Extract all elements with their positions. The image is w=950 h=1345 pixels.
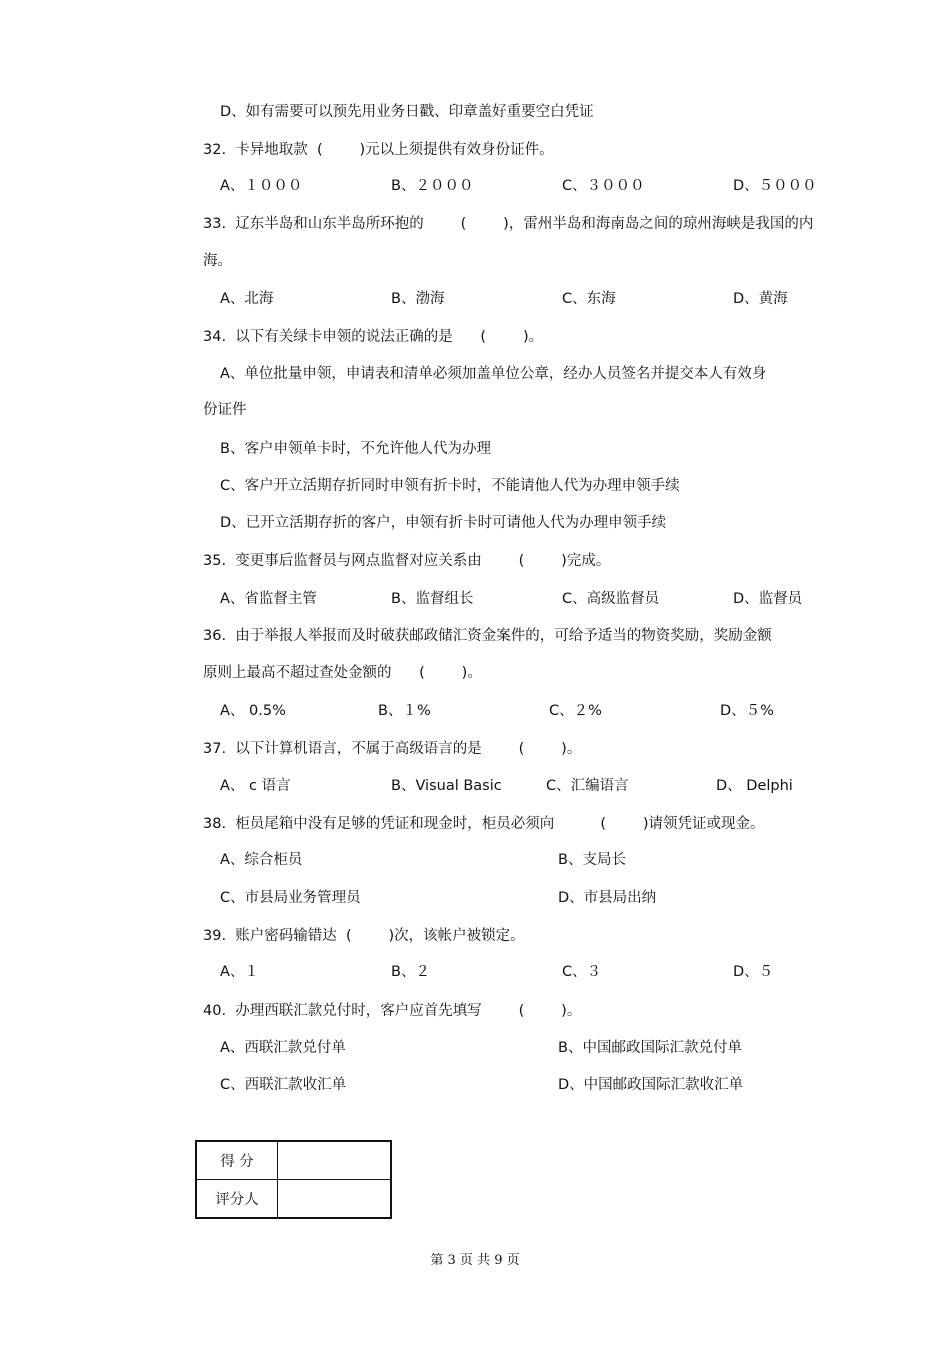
question-34: 34. 以下有关绿卡申领的说法正确的是 ( )。 (203, 329, 544, 345)
question-37: 37. 以下计算机语言，不属于高级语言的是 ( )。 (203, 741, 582, 757)
score-field[interactable] (278, 1141, 392, 1180)
q32-option-c: C、３０００ (562, 178, 645, 194)
q39-option-b: B、２ (391, 964, 430, 980)
q38-option-d: D、市县局出纳 (558, 890, 657, 906)
q40-option-a: A、西联汇款兑付单 (220, 1040, 346, 1056)
q33-option-d: D、黄海 (733, 291, 788, 307)
question-33: 33. 辽东半岛和山东半岛所环抱的 ( )，雷州半岛和海南岛之间的琼州海峡是我国的内 (203, 216, 814, 232)
q33-option-c: C、东海 (562, 291, 616, 307)
q34-option-c: C、客户开立活期存折同时申领有折卡时，不能请他人代为办理申领手续 (220, 478, 680, 494)
q33-option-a: A、北海 (220, 291, 274, 307)
q36-option-d: D、５% (720, 703, 774, 719)
q37-option-d: D、 Delphi (716, 778, 793, 794)
q32-option-b: B、２０００ (391, 178, 474, 194)
question-39: 39. 账户密码输错达 ( )次，该帐户被锁定。 (203, 928, 525, 944)
q39-option-a: A、１ (220, 964, 259, 980)
question-40: 40. 办理西联汇款兑付时，客户应首先填写 ( )。 (203, 1003, 582, 1019)
q37-option-a: A、 c 语言 (220, 778, 291, 794)
score-table (195, 1140, 392, 1219)
q34-option-b: B、客户申领单卡时，不允许他人代为办理 (220, 441, 491, 457)
q38-option-b: B、支局长 (558, 852, 626, 868)
q37-option-c: C、汇编语言 (546, 778, 629, 794)
q33-option-b: B、渤海 (391, 291, 445, 307)
q38-option-c: C、市县局业务管理员 (220, 890, 361, 906)
q40-option-d: D、中国邮政国际汇款收汇单 (558, 1077, 744, 1093)
q39-option-d: D、５ (733, 964, 774, 980)
q35-option-b: B、监督组长 (391, 591, 474, 607)
q36-option-b: B、１% (378, 703, 431, 719)
q40-option-c: C、西联汇款收汇单 (220, 1077, 347, 1093)
q34-option-d: D、已开立活期存折的客户，申领有折卡时可请他人代为办理申领手续 (220, 515, 667, 531)
question-36: 36. 由于举报人举报而及时破获邮政储汇资金案件的，可给予适当的物资奖励，奖励金额 (203, 628, 772, 644)
question-33-cont: 海。 (203, 253, 232, 269)
q37-option-b: B、Visual Basic (391, 778, 502, 794)
q36-option-c: C、２% (549, 703, 602, 719)
q35-option-d: D、监督员 (733, 591, 803, 607)
question-35: 35. 变更事后监督员与网点监督对应关系由 ( )完成。 (203, 553, 611, 569)
q38-option-a: A、综合柜员 (220, 852, 303, 868)
q31-option-d: D、如有需要可以预先用业务日戳、印章盖好重要空白凭证 (220, 104, 594, 120)
q39-option-c: C、３ (562, 964, 602, 980)
score-label: 得 分 (196, 1141, 278, 1180)
q35-option-a: A、省监督主管 (220, 591, 317, 607)
page-footer: 第 3 页 共 9 页 (430, 1253, 520, 1268)
q36-option-a: A、 0.5% (220, 703, 286, 719)
question-38: 38. 柜员尾箱中没有足够的凭证和现金时，柜员必须向 ( )请领凭证或现金。 (203, 816, 765, 832)
q32-option-d: D、５０００ (733, 178, 817, 194)
q34-option-a: A、单位批量申领，申请表和清单必须加盖单位公章，经办人员签名并提交本人有效身 (220, 366, 767, 382)
question-32: 32. 卡异地取款 ( )元以上须提供有效身份证件。 (203, 142, 554, 158)
q32-option-a: A、１０００ (220, 178, 303, 194)
question-36-cont: 原则上最高不超过查处金额的 ( )。 (203, 665, 482, 681)
q34-option-a-cont: 份证件 (203, 402, 247, 418)
grader-field[interactable] (278, 1180, 392, 1219)
grader-label: 评分人 (196, 1180, 278, 1219)
q40-option-b: B、中国邮政国际汇款兑付单 (558, 1040, 742, 1056)
q35-option-c: C、高级监督员 (562, 591, 660, 607)
